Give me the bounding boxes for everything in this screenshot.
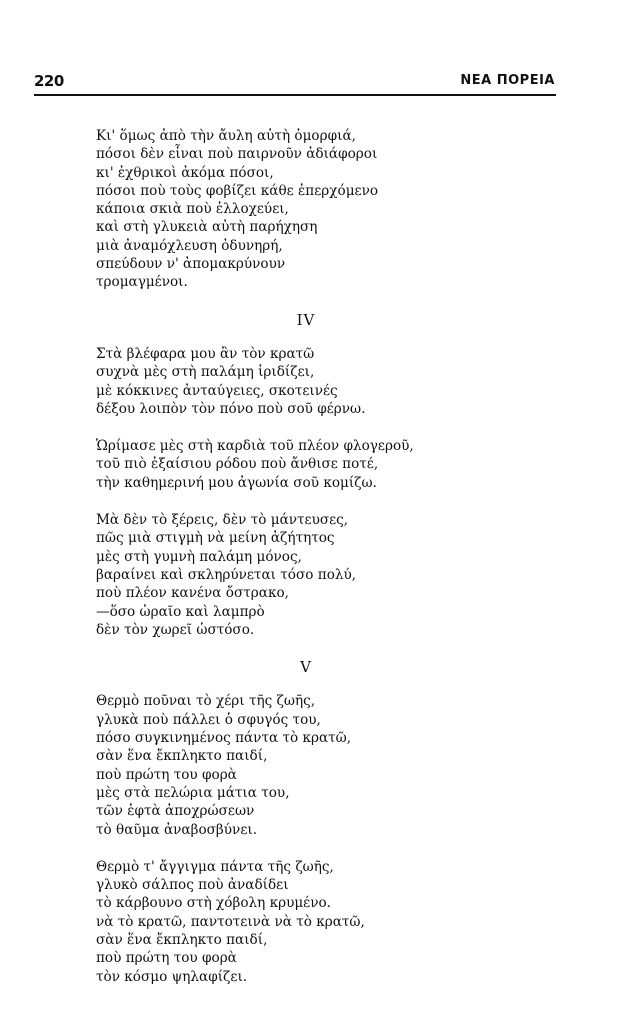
poem-line: Ὡρίμασε μὲς στὴ καρδιὰ τοῦ πλέον φλογεροῦ, [96,438,414,455]
stanza [96,345,536,418]
poem-line: Θερμὸ τ' ἄγγιγμα πάντα τῆς ζωῆς, [96,858,334,875]
stanza [96,127,536,292]
header-rule [34,94,556,96]
poem-line: —ὅσο ὡραῖο καὶ λαμπρὸ [96,603,265,620]
poem-line: βαραίνει καὶ σκληρύνεται τόσο πολύ, [96,566,357,583]
poem-line: πόσο συγκινημένος πάντα τὸ κρατῶ, [96,730,352,747]
poem-line: πῶς μιὰ στιγμὴ νὰ μείνη ἀζήτητος [96,530,335,547]
poem-line: μὲ κόκκινες ἀνταύγειες, σκοτεινές [96,382,338,399]
poem-line: τοῦ πιὸ ἐξαίσιου ρόδου ποὺ ἄνθισε ποτέ, [96,456,379,473]
poem-line: σὰν ἕνα ἔκπληκτο παιδί, [96,748,268,765]
poem-line: Στὰ βλέφαρα μου ἂν τὸν κρατῶ [96,345,315,362]
stanza [96,692,536,838]
poem-line: Μὰ δὲν τὸ ξέρεις, δὲν τὸ μάντευσες, [96,512,349,529]
poem-line: πόσοι δὲν εἶναι ποὺ παιρνοῦν ἀδιάφοροι [96,146,378,163]
poem-line: Κι' ὅμως ἀπὸ τὴν ἄυλη αὐτὴ ὀμορφιά, [96,128,356,144]
section-heading: IV [296,310,316,329]
poem-line: συχνὰ μὲς στὴ παλάμη ἱριδίζει, [96,364,315,381]
poem-line: τὸν κόσμο ψηλαφίζει. [96,968,248,985]
poem-line: τρομαγμένοι. [96,274,188,291]
journal-title: ΝΕΑ ΠΟΡΕΙΑ [460,73,555,88]
poem-line: σπεύδουν ν' ἀπομακρύνουν [96,256,286,273]
poem-line: τὸ κάρβουνο στὴ χόβολη κρυμένο. [96,895,331,912]
poem-line: γλυκὰ ποὺ πάλλει ὁ σφυγός του, [96,711,321,728]
poem-line: γλυκὸ σάλπος ποὺ ἀναδίδει [96,877,289,894]
poem-body [96,127,536,1005]
poem-line: Θερμὸ ποῦναι τὸ χέρι τῆς ζωῆς, [96,693,316,710]
poem-line: μὲς στὴ γυμνὴ παλάμη μόνος, [96,548,302,565]
stanza [96,858,536,986]
poem-line: κάποια σκιὰ ποὺ ἐλλοχεύει, [96,201,289,218]
stanza [96,511,536,639]
poem-line: μὲς στὰ πελώρια μάτια του, [96,784,290,801]
page-number: 220 [34,72,64,90]
poem-line: σὰν ἕνα ἔκπληκτο παιδί, [96,931,268,948]
stanza [96,437,536,492]
poem-line: ποὺ πρώτη του φορὰ [96,950,237,967]
poem-line: τῶν ἑφτὰ ἀποχρώσεων [96,803,255,820]
poem-line: ποὺ πρώτη του φορὰ [96,766,237,783]
poem-line: νὰ τὸ κρατῶ, παντοτεινὰ νὰ τὸ κρατῶ, [96,913,365,930]
poem-line: τὸ θαῦμα ἀναβοσβύνει. [96,821,258,838]
section-heading: V [300,658,312,677]
page-header [0,72,619,92]
poem-line: δέξου λοιπὸν τὸν πόνο ποὺ σοῦ φέρνω. [96,400,366,417]
poem-line: κι' ἐχθρικοὶ ἀκόμα πόσοι, [96,164,274,181]
poem-line: ποὺ πλέον κανένα ὄστρακο, [96,585,289,602]
poem-line: πόσοι ποὺ τοὺς φοβίζει κάθε ἐπερχόμενο [96,182,379,199]
poem-line: δὲν τὸν χωρεῖ ὡστόσο. [96,621,255,638]
poem-line: καὶ στὴ γλυκειὰ αὐτὴ παρήχηση [96,219,318,236]
poem-line: τὴν καθημερινή μου ἀγωνία σοῦ κομίζω. [96,474,377,491]
poem-line: μιὰ ἀναμόχλευση ὀδυνηρή, [96,237,283,254]
